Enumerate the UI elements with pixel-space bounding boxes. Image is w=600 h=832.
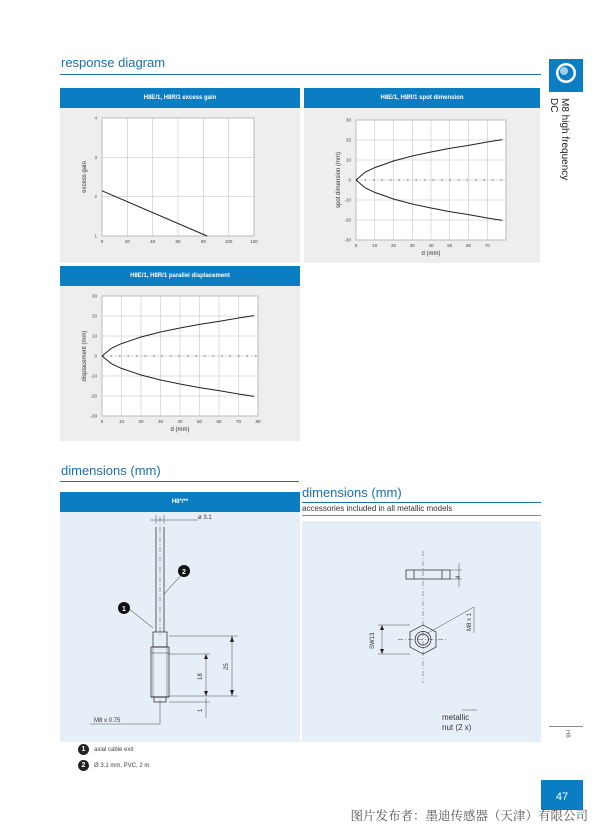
y-axis-label: spot dimension (mm)	[336, 151, 342, 209]
y-tick-label: 10	[91, 333, 97, 339]
chart-panel-spot-dimension	[304, 88, 540, 263]
nut-side-view	[406, 570, 450, 579]
x-tick-label: 60	[175, 239, 181, 244]
legend-number-1: 1	[78, 744, 89, 755]
parallel-displacement-chart	[60, 286, 300, 441]
length-18-label: 18	[198, 673, 204, 680]
x-tick-label: 0	[100, 239, 104, 244]
x-tick-label: 20	[138, 419, 144, 424]
y-tick-label: 0	[94, 353, 97, 359]
chart-title: H8E/1, H8R/1 parallel displacement	[60, 266, 300, 286]
x-tick-label: 20	[124, 239, 130, 244]
accessories-note-rule	[302, 515, 541, 516]
series-code-label: H8	[564, 730, 570, 738]
y-tick-label: -30	[344, 237, 351, 243]
circle-logo-icon	[549, 59, 583, 92]
x-tick-label: 70	[484, 243, 490, 248]
y-tick-label: -30	[90, 413, 97, 419]
y-tick-label: 30	[345, 117, 351, 123]
y-tick-label: 3	[94, 154, 97, 160]
y-tick-label: 0	[348, 177, 351, 183]
x-tick-label: 80	[200, 239, 206, 244]
callout-1-label: 1	[122, 606, 126, 613]
x-axis-label: d (mm)	[170, 427, 190, 433]
legend-item-2	[78, 760, 149, 771]
x-tick-label: 50	[196, 419, 203, 424]
y-tick-label: -20	[344, 217, 351, 223]
nut-label-line2: nut (2 x)	[442, 723, 472, 732]
side-tab-line2: DC	[548, 98, 559, 113]
y-axis-label: excess gain	[82, 161, 88, 193]
x-tick-label: 30	[157, 419, 164, 424]
side-tab-line1: M8 high frequency	[559, 98, 570, 181]
y-tick-label: 1	[94, 233, 97, 239]
sensor-drawing	[60, 512, 300, 742]
nut-drawing-panel	[302, 521, 541, 742]
x-tick-label: 120	[250, 239, 258, 244]
length-1-label: 1	[198, 708, 204, 712]
x-tick-label: 20	[390, 243, 397, 248]
y-tick-label: -10	[90, 373, 97, 379]
nut-drawing	[302, 521, 541, 742]
y-tick-label: 4	[94, 115, 97, 121]
side-tab-label	[548, 98, 570, 184]
dimensions-title-rule	[60, 481, 299, 482]
chart-title: H8E/1, H8R/1 excess gain	[60, 88, 300, 108]
y-tick-label: 20	[91, 313, 97, 319]
y-tick-label: 10	[345, 157, 351, 163]
y-tick-label: -10	[344, 197, 351, 203]
drawing-title: H8*/**	[60, 492, 300, 512]
y-tick-label: 30	[91, 293, 97, 299]
x-tick-label: 30	[409, 243, 415, 248]
dimensions-title-accessories: dimensions (mm)	[302, 485, 402, 500]
response-diagram-title: response diagram	[61, 55, 166, 70]
x-tick-label: 100	[224, 239, 233, 244]
nut-thickness-label: 4	[456, 575, 462, 579]
nut-label-line1: metallic	[442, 713, 470, 722]
y-tick-label: -20	[90, 393, 97, 399]
legend-text-2: Ø 3.1 mm, PVC, 2 m	[94, 763, 150, 770]
x-tick-label: 40	[428, 243, 434, 248]
response-title-rule	[60, 74, 541, 75]
length-25-label: 25	[224, 663, 230, 670]
legend-item-1	[78, 744, 133, 755]
page-number: 47	[541, 780, 583, 810]
spot-dimension-chart	[304, 108, 540, 263]
chart-panel-excess-gain	[60, 88, 300, 263]
chart-title: H8E/1, H8R/1 spot dimension	[304, 88, 540, 108]
y-tick-label: 2	[94, 194, 97, 200]
x-tick-label: 10	[372, 243, 378, 248]
x-tick-label: 50	[447, 243, 453, 248]
thread-m8-label: M8 x 1	[467, 612, 473, 631]
thread-label: M8 x 0.75	[94, 718, 121, 724]
accessories-title-rule	[302, 502, 541, 503]
callout-2-label: 2	[182, 569, 186, 576]
sensor-drawing-panel	[60, 492, 300, 742]
excess-gain-chart	[60, 108, 300, 263]
accessories-note: accessories included in all metallic models	[302, 504, 453, 513]
x-tick-label: 0	[354, 243, 358, 248]
y-tick-label: 20	[345, 137, 351, 143]
x-tick-label: 80	[255, 419, 261, 424]
cable-diameter-label: ø 3.1	[198, 515, 212, 521]
chart-panel-parallel-displacement	[60, 266, 300, 441]
publisher-footer: 图片发布者：墨迪传感器（天津）有限公司	[350, 809, 588, 823]
x-tick-label: 60	[465, 243, 472, 248]
side-rule	[549, 726, 583, 727]
series-tab-icon-box	[549, 59, 583, 92]
legend-text-1: axial cable exit	[94, 747, 134, 754]
wrench-size-label: SW13	[370, 632, 376, 649]
sensor-body	[151, 647, 169, 697]
y-axis-label: displacement (mm)	[82, 330, 88, 382]
x-tick-label: 60	[216, 419, 222, 424]
dimensions-title: dimensions (mm)	[61, 463, 161, 478]
x-tick-label: 40	[150, 239, 156, 244]
x-tick-label: 70	[235, 419, 242, 424]
x-tick-label: 0	[100, 419, 104, 424]
x-tick-label: 10	[118, 419, 125, 424]
x-tick-label: 40	[177, 419, 183, 424]
x-axis-label: d (mm)	[421, 251, 441, 257]
legend-number-2: 2	[78, 760, 89, 771]
